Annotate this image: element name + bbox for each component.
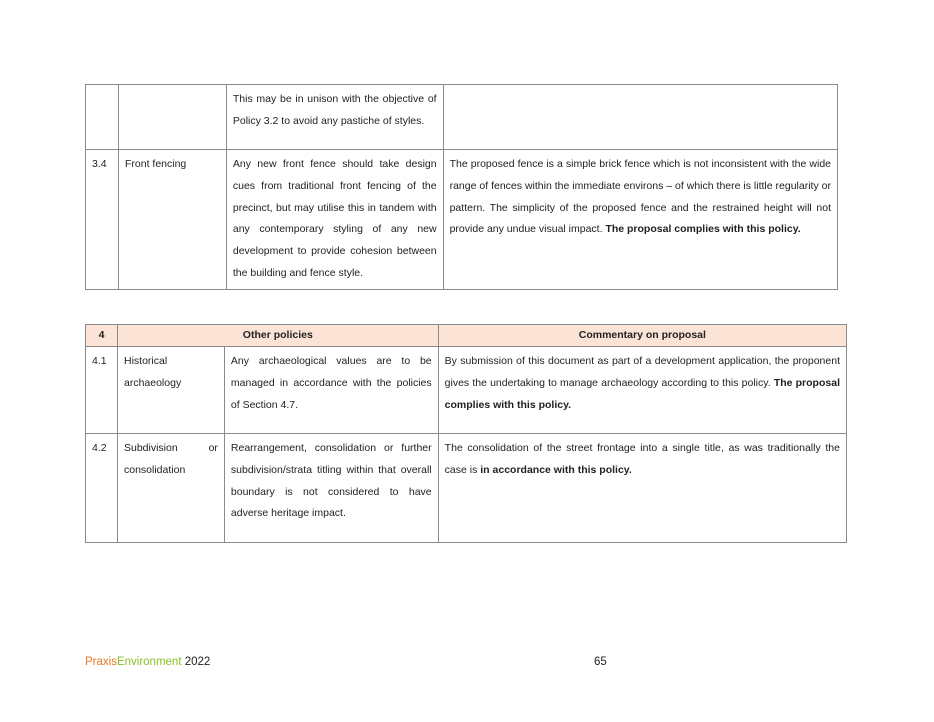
table-row <box>86 150 838 290</box>
section-number: 4 <box>86 325 118 347</box>
row-title: Historical archaeology <box>117 347 224 434</box>
footer-brand <box>85 656 210 668</box>
row-title <box>118 85 226 150</box>
heritage-policy-table-continued <box>85 84 838 290</box>
policy-text: This may be in unison with the objective of Policy 3.2 to avoid any pastiche of styles. <box>226 85 443 150</box>
commentary-text: The consolidation of the street frontage into a single title, as was traditionally the case is in accordance with this policy. <box>438 434 846 543</box>
table-row <box>86 85 838 150</box>
other-policies-heading: Other policies <box>117 325 438 347</box>
policy-text: Any archaeological values are to be managed in accordance with the policies of Section 4.7. <box>224 347 438 434</box>
row-number: 4.2 <box>86 434 118 543</box>
page-number: 65 <box>594 656 607 668</box>
table-header-row <box>86 325 847 347</box>
table-row <box>86 434 847 543</box>
commentary-text: The proposed fence is a simple brick fence which is not inconsistent with the wide range of fences within the immediate environs – of which there is little regularity or pattern. The simplicity of the proposed fence and the restrained height will not provide any undue visual impact. The proposal complies with this policy. <box>443 150 837 290</box>
row-number: 4.1 <box>86 347 118 434</box>
row-number: 3.4 <box>86 150 119 290</box>
row-number <box>86 85 119 150</box>
brand-praxis: Praxis <box>85 656 117 668</box>
commentary-heading: Commentary on proposal <box>438 325 846 347</box>
policy-text: Any new front fence should take design cues from traditional front fencing of the precinct, but may utilise this in tandem with any contemporary styling of any new development to provide cohesion between the building and fence style. <box>226 150 443 290</box>
row-title: Front fencing <box>118 150 226 290</box>
row-title: Subdivision or consolidation <box>117 434 224 543</box>
table-row <box>86 347 847 434</box>
policy-text: Rearrangement, consolidation or further subdivision/strata titling within that overall boundary is not considered to have adverse heritage impact. <box>224 434 438 543</box>
commentary-text <box>443 85 837 150</box>
footer-year: 2022 <box>184 656 211 668</box>
commentary-text: By submission of this document as part of a development application, the proponent gives the undertaking to manage archaeology according to this policy. The proposal complies with this policy. <box>438 347 846 434</box>
brand-environment: Environment <box>116 656 182 668</box>
other-policies-table <box>85 324 847 543</box>
